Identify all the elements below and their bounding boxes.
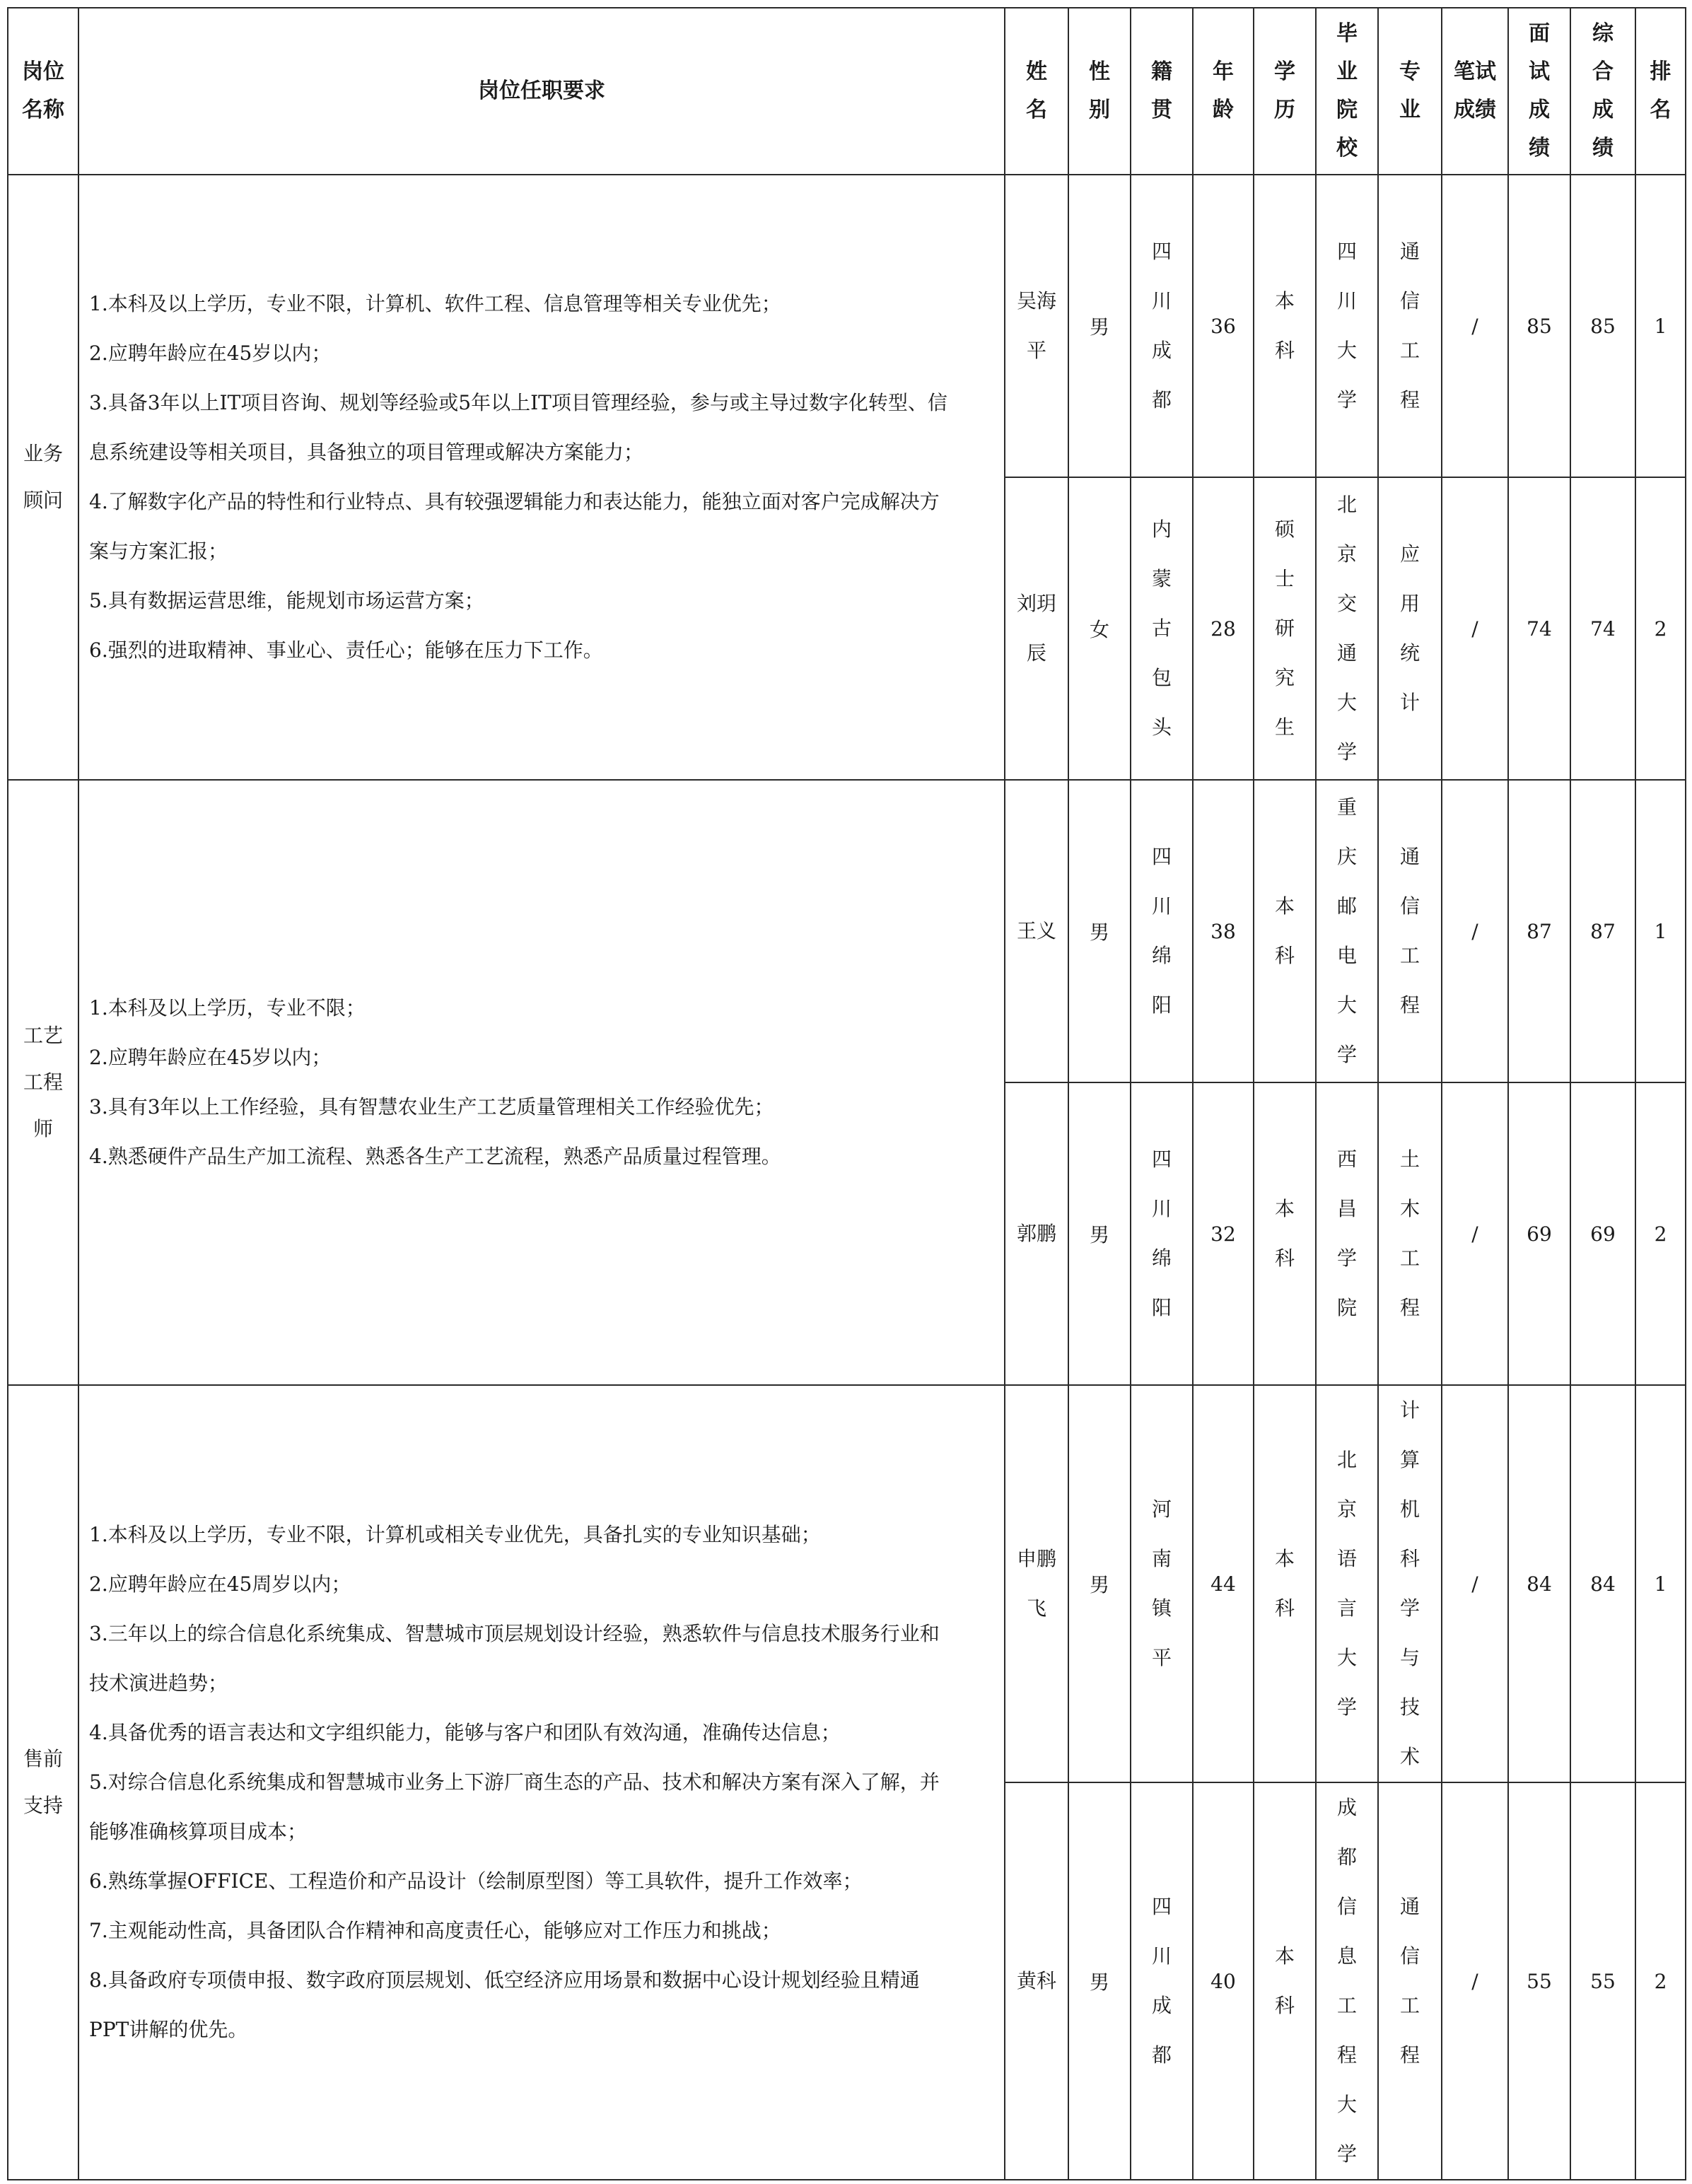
table-row: [8, 175, 1686, 477]
candidate-gender: 男: [1068, 1782, 1131, 2180]
header-gender: 性 别: [1068, 8, 1131, 175]
candidate-origin: 四 川 绵 阳: [1131, 1082, 1193, 1385]
candidate-name: 吴海 平: [1005, 175, 1068, 477]
candidate-gender: 男: [1068, 1385, 1131, 1782]
candidate-origin: 内 蒙 古 包 头: [1131, 477, 1193, 780]
header-rank: 排 名: [1635, 8, 1686, 175]
candidate-written-score: /: [1442, 175, 1508, 477]
candidate-gender: 男: [1068, 780, 1131, 1082]
candidate-gender: 女: [1068, 477, 1131, 780]
candidate-interview-score: 69: [1508, 1082, 1570, 1385]
header-major: 专 业: [1378, 8, 1442, 175]
position-cell: 业务 顾问: [8, 175, 78, 780]
position-cell: 售前 支持: [8, 1385, 78, 2180]
candidate-school: 北 京 交 通 大 学: [1316, 477, 1378, 780]
header-school: 毕 业 院 校: [1316, 8, 1378, 175]
candidate-total-score: 87: [1570, 780, 1635, 1082]
candidate-education: 本 科: [1254, 1385, 1316, 1782]
candidate-interview-score: 87: [1508, 780, 1570, 1082]
header-row: [8, 8, 1686, 175]
candidate-origin: 四 川 绵 阳: [1131, 780, 1193, 1082]
candidate-interview-score: 85: [1508, 175, 1570, 477]
candidate-written-score: /: [1442, 1782, 1508, 2180]
candidate-name: 王义: [1005, 780, 1068, 1082]
candidate-school: 四 川 大 学: [1316, 175, 1378, 477]
requirements-cell: 1.本科及以上学历，专业不限，计算机或相关专业优先，具备扎实的专业知识基础； 2.应聘年龄应在45周岁以内； 3.三年以上的综合信息化系统集成、智慧城市顶层规划设计经验，熟悉软件与信息技术服务行业和 技术演进趋势； 4.具备优秀的语言表达和文字组织能力，能够与客户和团队有效沟通，准确传达信息； 5.对综合信息化系统集成和智慧城市业务上下游厂商生态的产品、技术和解决方案有深入了解，并 能够准确核算项目成本； 6.熟练掌握OFFICE、工程造价和产品设计（绘制原型图）等工具软件，提升工作效率； 7.主观能动性高，具备团队合作精神和高度责任心，能够应对工作压力和挑战； 8.具备政府专项债申报、数字政府顶层规划、低空经济应用场景和数据中心设计规划经验且精通 PPT讲解的优先。: [78, 1385, 1005, 2180]
candidate-name: 申鹏 飞: [1005, 1385, 1068, 1782]
candidate-name: 郭鹏: [1005, 1082, 1068, 1385]
candidate-major: 土 木 工 程: [1378, 1082, 1442, 1385]
candidate-interview-score: 55: [1508, 1782, 1570, 2180]
candidate-gender: 男: [1068, 1082, 1131, 1385]
candidate-rank: 1: [1635, 780, 1686, 1082]
candidate-written-score: /: [1442, 1385, 1508, 1782]
header-age: 年 龄: [1193, 8, 1254, 175]
candidate-written-score: /: [1442, 1082, 1508, 1385]
requirements-cell: 1.本科及以上学历，专业不限； 2.应聘年龄应在45岁以内； 3.具有3年以上工作经验，具有智慧农业生产工艺质量管理相关工作经验优先； 4.熟悉硬件产品生产加工流程、熟悉各生产工艺流程，熟悉产品质量过程管理。: [78, 780, 1005, 1385]
candidate-education: 本 科: [1254, 1082, 1316, 1385]
table-row: [8, 780, 1686, 1082]
candidate-education: 本 科: [1254, 780, 1316, 1082]
requirements-cell: 1.本科及以上学历，专业不限，计算机、软件工程、信息管理等相关专业优先； 2.应聘年龄应在45岁以内； 3.具备3年以上IT项目咨询、规划等经验或5年以上IT项目管理经验，参与或主导过数字化转型、信 息系统建设等相关项目，具备独立的项目管理或解决方案能力； 4.了解数字化产品的特性和行业特点、具有较强逻辑能力和表达能力，能独立面对客户完成解决方 案与方案汇报； 5.具有数据运营思维，能规划市场运营方案； 6.强烈的进取精神、事业心、责任心；能够在压力下工作。: [78, 175, 1005, 780]
candidate-age: 38: [1193, 780, 1254, 1082]
candidate-origin: 四 川 成 都: [1131, 175, 1193, 477]
candidate-rank: 1: [1635, 1385, 1686, 1782]
header-requirements: 岗位任职要求: [78, 8, 1005, 175]
candidate-major: 应 用 统 计: [1378, 477, 1442, 780]
header-interview-score: 面 试 成 绩: [1508, 8, 1570, 175]
header-written-score: 笔试 成绩: [1442, 8, 1508, 175]
candidate-age: 32: [1193, 1082, 1254, 1385]
candidate-total-score: 85: [1570, 175, 1635, 477]
candidate-rank: 2: [1635, 1082, 1686, 1385]
candidate-school: 西 昌 学 院: [1316, 1082, 1378, 1385]
candidate-rank: 2: [1635, 1782, 1686, 2180]
candidate-age: 36: [1193, 175, 1254, 477]
candidate-interview-score: 74: [1508, 477, 1570, 780]
candidate-written-score: /: [1442, 477, 1508, 780]
candidate-rank: 2: [1635, 477, 1686, 780]
candidate-origin: 四 川 成 都: [1131, 1782, 1193, 2180]
candidate-total-score: 55: [1570, 1782, 1635, 2180]
candidate-education: 本 科: [1254, 175, 1316, 477]
candidate-school: 成 都 信 息 工 程 大 学: [1316, 1782, 1378, 2180]
candidate-school: 北 京 语 言 大 学: [1316, 1385, 1378, 1782]
candidate-origin: 河 南 镇 平: [1131, 1385, 1193, 1782]
position-cell: 工艺 工程 师: [8, 780, 78, 1385]
header-origin: 籍 贯: [1131, 8, 1193, 175]
candidate-total-score: 74: [1570, 477, 1635, 780]
header-name: 姓 名: [1005, 8, 1068, 175]
candidate-major: 通 信 工 程: [1378, 780, 1442, 1082]
candidate-education: 硕 士 研 究 生: [1254, 477, 1316, 780]
recruitment-results-table: [7, 7, 1686, 2180]
header-education: 学 历: [1254, 8, 1316, 175]
candidate-age: 44: [1193, 1385, 1254, 1782]
candidate-major: 通 信 工 程: [1378, 1782, 1442, 2180]
candidate-name: 黄科: [1005, 1782, 1068, 2180]
candidate-total-score: 84: [1570, 1385, 1635, 1782]
candidate-interview-score: 84: [1508, 1385, 1570, 1782]
candidate-gender: 男: [1068, 175, 1131, 477]
candidate-major: 计 算 机 科 学 与 技 术: [1378, 1385, 1442, 1782]
candidate-education: 本 科: [1254, 1782, 1316, 2180]
candidate-school: 重 庆 邮 电 大 学: [1316, 780, 1378, 1082]
candidate-written-score: /: [1442, 780, 1508, 1082]
candidate-rank: 1: [1635, 175, 1686, 477]
candidate-major: 通 信 工 程: [1378, 175, 1442, 477]
candidate-age: 28: [1193, 477, 1254, 780]
table-row: [8, 1385, 1686, 1782]
candidate-total-score: 69: [1570, 1082, 1635, 1385]
header-total-score: 综 合 成 绩: [1570, 8, 1635, 175]
candidate-age: 40: [1193, 1782, 1254, 2180]
candidate-name: 刘玥 辰: [1005, 477, 1068, 780]
header-position: 岗位 名称: [8, 8, 78, 175]
